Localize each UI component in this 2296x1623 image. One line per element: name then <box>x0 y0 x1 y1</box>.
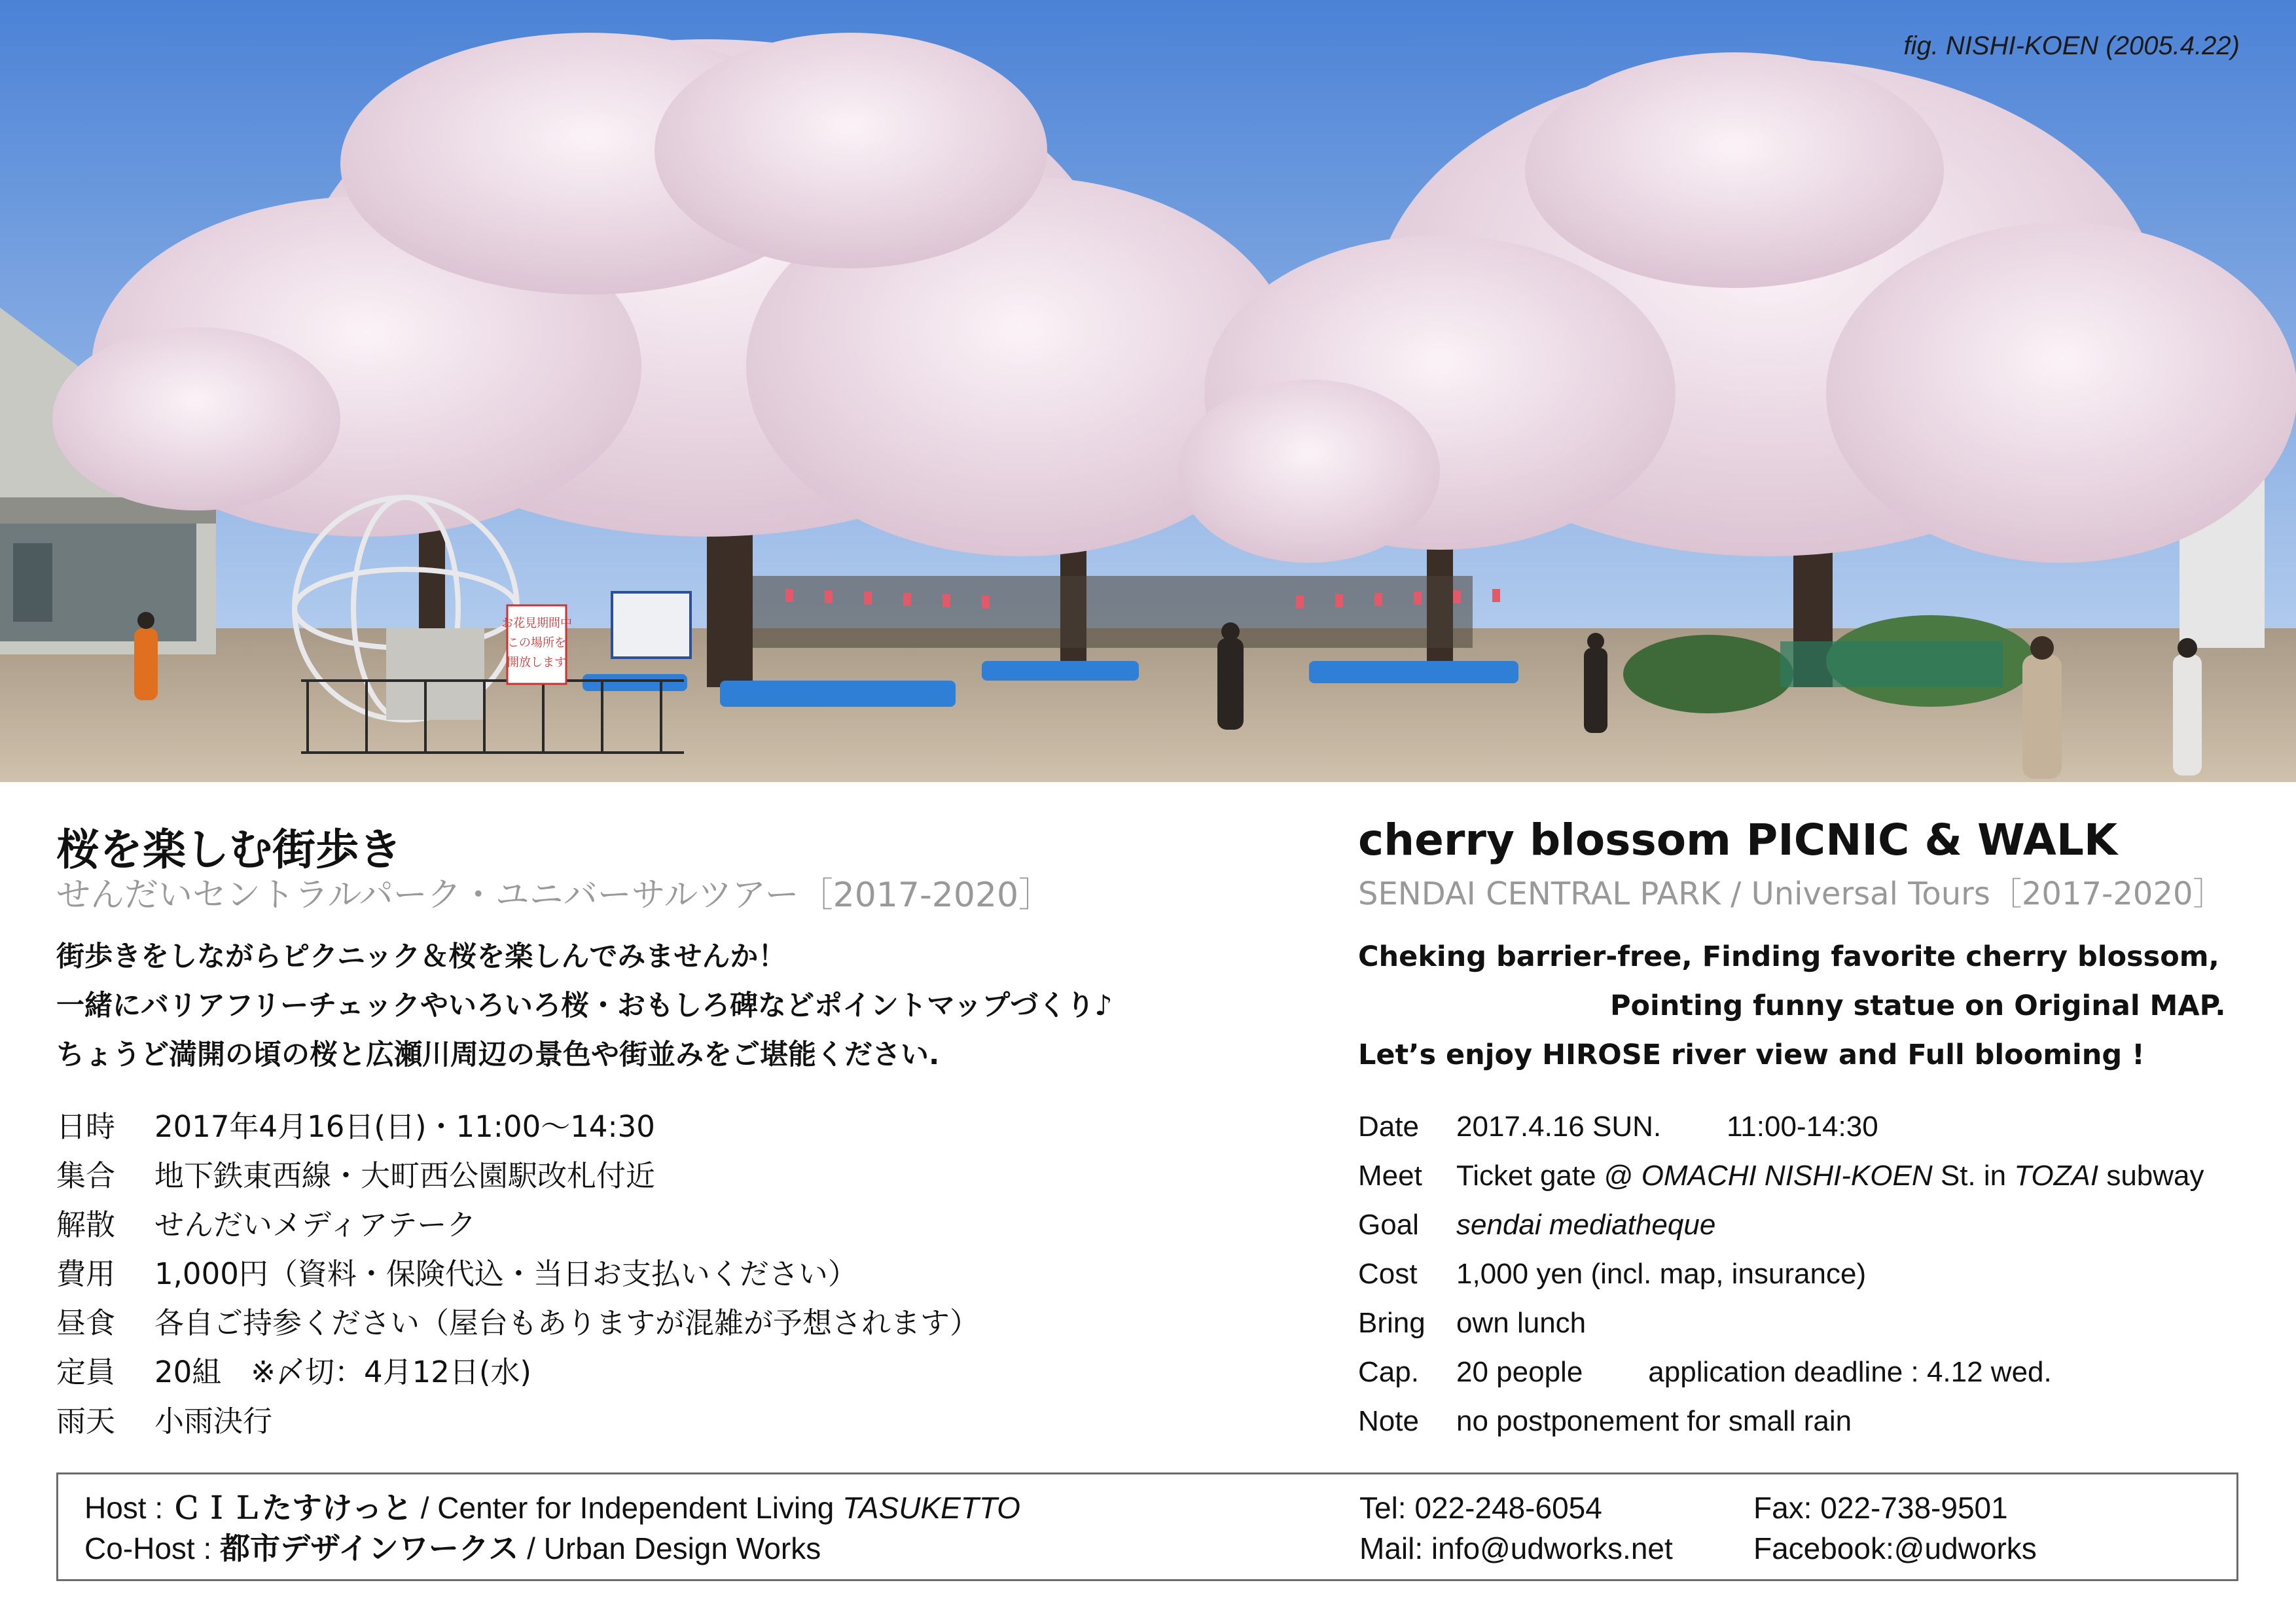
intro-line: ちょうど満開の頃の桜と広瀬川周辺の景色や街並みをご堪能ください. <box>56 1039 940 1071</box>
meet-station: OMACHI NISHI-KOEN <box>1641 1160 1933 1192</box>
intro-line: 一緒にバリアフリーチェックやいろいろ桜・おもしろ碑などポイントマップづくり♪ <box>56 990 1113 1022</box>
detail-value: 各自ご持参ください（屋台もありますが混雑が予想されます） <box>154 1306 980 1340</box>
title-japanese: 桜を楽しむ街歩き <box>56 825 402 875</box>
detail-label: 日時 <box>56 1109 116 1144</box>
detail-label: Cap. <box>1358 1356 1419 1388</box>
detail-row <box>56 1347 979 1397</box>
detail-row-goal <box>1358 1200 2204 1249</box>
cherry-blossom-photo <box>0 0 2296 782</box>
detail-row <box>56 1249 979 1298</box>
cap-value: 20 people <box>1456 1356 1583 1388</box>
sign-line-3: 開放します <box>507 656 566 669</box>
intro-japanese <box>56 933 1113 1080</box>
host-line <box>84 1488 1020 1528</box>
detail-label: 集合 <box>56 1158 116 1193</box>
detail-row <box>56 1102 979 1151</box>
detail-label: 昼食 <box>56 1306 116 1340</box>
detail-value: 小雨決行 <box>154 1404 273 1438</box>
detail-label: Date <box>1358 1111 1419 1143</box>
host-name-en: TASUKETTO <box>842 1491 1020 1525</box>
detail-label: 費用 <box>56 1257 116 1291</box>
contact-col-1 <box>1359 1488 1673 1569</box>
sign-line-2: この場所を <box>507 636 566 650</box>
fax: Fax: 022-738-9501 <box>1753 1491 2008 1525</box>
detail-row-note <box>1358 1397 2204 1446</box>
detail-value: 20組 ※〆切：4月12日(水) <box>154 1355 531 1389</box>
host-label: Host : <box>84 1491 171 1525</box>
detail-label: Goal <box>1358 1209 1419 1241</box>
detail-label: Bring <box>1358 1307 1426 1339</box>
detail-value: 地下鉄東西線・大町西公園駅改札付近 <box>154 1158 656 1193</box>
meet-line: TOZAI <box>2014 1160 2099 1192</box>
host-info <box>84 1488 1020 1569</box>
cohost-line <box>84 1528 1020 1569</box>
notice-board <box>612 592 691 658</box>
detail-label: 解散 <box>56 1207 116 1242</box>
host-sep: / Center for Independent Living <box>412 1491 843 1525</box>
detail-row <box>56 1200 979 1249</box>
detail-label: Meet <box>1358 1160 1422 1192</box>
detail-row-cost <box>1358 1249 2204 1298</box>
intro-line: Pointing funny statue on Original MAP. <box>1610 990 2226 1022</box>
title-english: cherry blossom PICNIC & WALK <box>1358 815 2118 865</box>
detail-value <box>1456 1151 2204 1200</box>
intro-english <box>1358 933 2226 1080</box>
detail-label: 定員 <box>56 1355 116 1389</box>
host-name-jp: ＣＩＬたすけっと <box>171 1491 412 1525</box>
cohost-name-jp: 都市デザインワークス <box>220 1531 519 1565</box>
tel: Tel: 022-248-6054 <box>1359 1491 1602 1525</box>
detail-value: 1,000 yen (incl. map, insurance) <box>1456 1258 1867 1290</box>
cohost-label: Co-Host : <box>84 1531 221 1565</box>
contact-box <box>56 1472 2238 1581</box>
detail-row <box>56 1298 979 1347</box>
detail-row-cap <box>1358 1347 2204 1397</box>
subtitle-japanese: せんだいセントラルパーク・ユニバーサルツアー［2017-2020］ <box>56 876 1053 915</box>
detail-label: Cost <box>1358 1258 1418 1290</box>
detail-value: no postponement for small rain <box>1456 1405 1852 1437</box>
detail-value: せんだいメディアテーク <box>154 1207 476 1242</box>
details-english <box>1358 1102 2204 1446</box>
meet-middle: St. in <box>1932 1160 2015 1192</box>
time-value: 11:00-14:30 <box>1727 1111 1878 1143</box>
meet-prefix: Ticket gate @ <box>1456 1160 1641 1192</box>
details-japanese <box>56 1102 979 1446</box>
intro-line: Cheking barrier-free, Finding favorite cherry blossom, <box>1358 940 2219 973</box>
facebook-link[interactable]: Facebook:@udworks <box>1753 1531 2037 1565</box>
detail-row-date <box>1358 1102 2204 1151</box>
photo-caption: fig. NISHI-KOEN (2005.4.22) <box>1903 31 2240 60</box>
date-value: 2017.4.16 SUN. <box>1456 1111 1662 1143</box>
subtitle-english: SENDAI CENTRAL PARK / Universal Tours［2017-2020］ <box>1358 876 2225 912</box>
mail-link[interactable]: Mail: info@udworks.net <box>1359 1531 1673 1565</box>
detail-label: Note <box>1358 1405 1419 1437</box>
intro-line: 街歩きをしながらピクニック＆桜を楽しんでみませんか！ <box>56 940 787 973</box>
detail-row <box>56 1397 979 1446</box>
park-illustration <box>0 0 2296 782</box>
detail-value <box>1456 1347 2052 1397</box>
detail-value <box>1456 1200 1715 1249</box>
detail-label: 雨天 <box>56 1404 116 1438</box>
detail-value: 2017年4月16日(日)・11:00〜14:30 <box>154 1109 655 1144</box>
detail-row-meet <box>1358 1151 2204 1200</box>
detail-row-bring <box>1358 1298 2204 1347</box>
detail-row <box>56 1151 979 1200</box>
sign-line-1: お花見期間中 <box>501 616 572 630</box>
cohost-name-en: / Urban Design Works <box>518 1531 821 1565</box>
intro-line: Let’s enjoy HIROSE river view and Full blooming ! <box>1358 1039 2145 1071</box>
detail-value: own lunch <box>1456 1307 1587 1339</box>
contact-col-2 <box>1753 1488 2037 1569</box>
deadline-value: application deadline : 4.12 wed. <box>1648 1356 2052 1388</box>
detail-value <box>1456 1102 1878 1151</box>
goal-value: sendai mediatheque <box>1456 1209 1716 1241</box>
detail-value: 1,000円（資料・保険代込・当日お支払いください） <box>154 1257 857 1291</box>
meet-suffix: subway <box>2098 1160 2204 1192</box>
